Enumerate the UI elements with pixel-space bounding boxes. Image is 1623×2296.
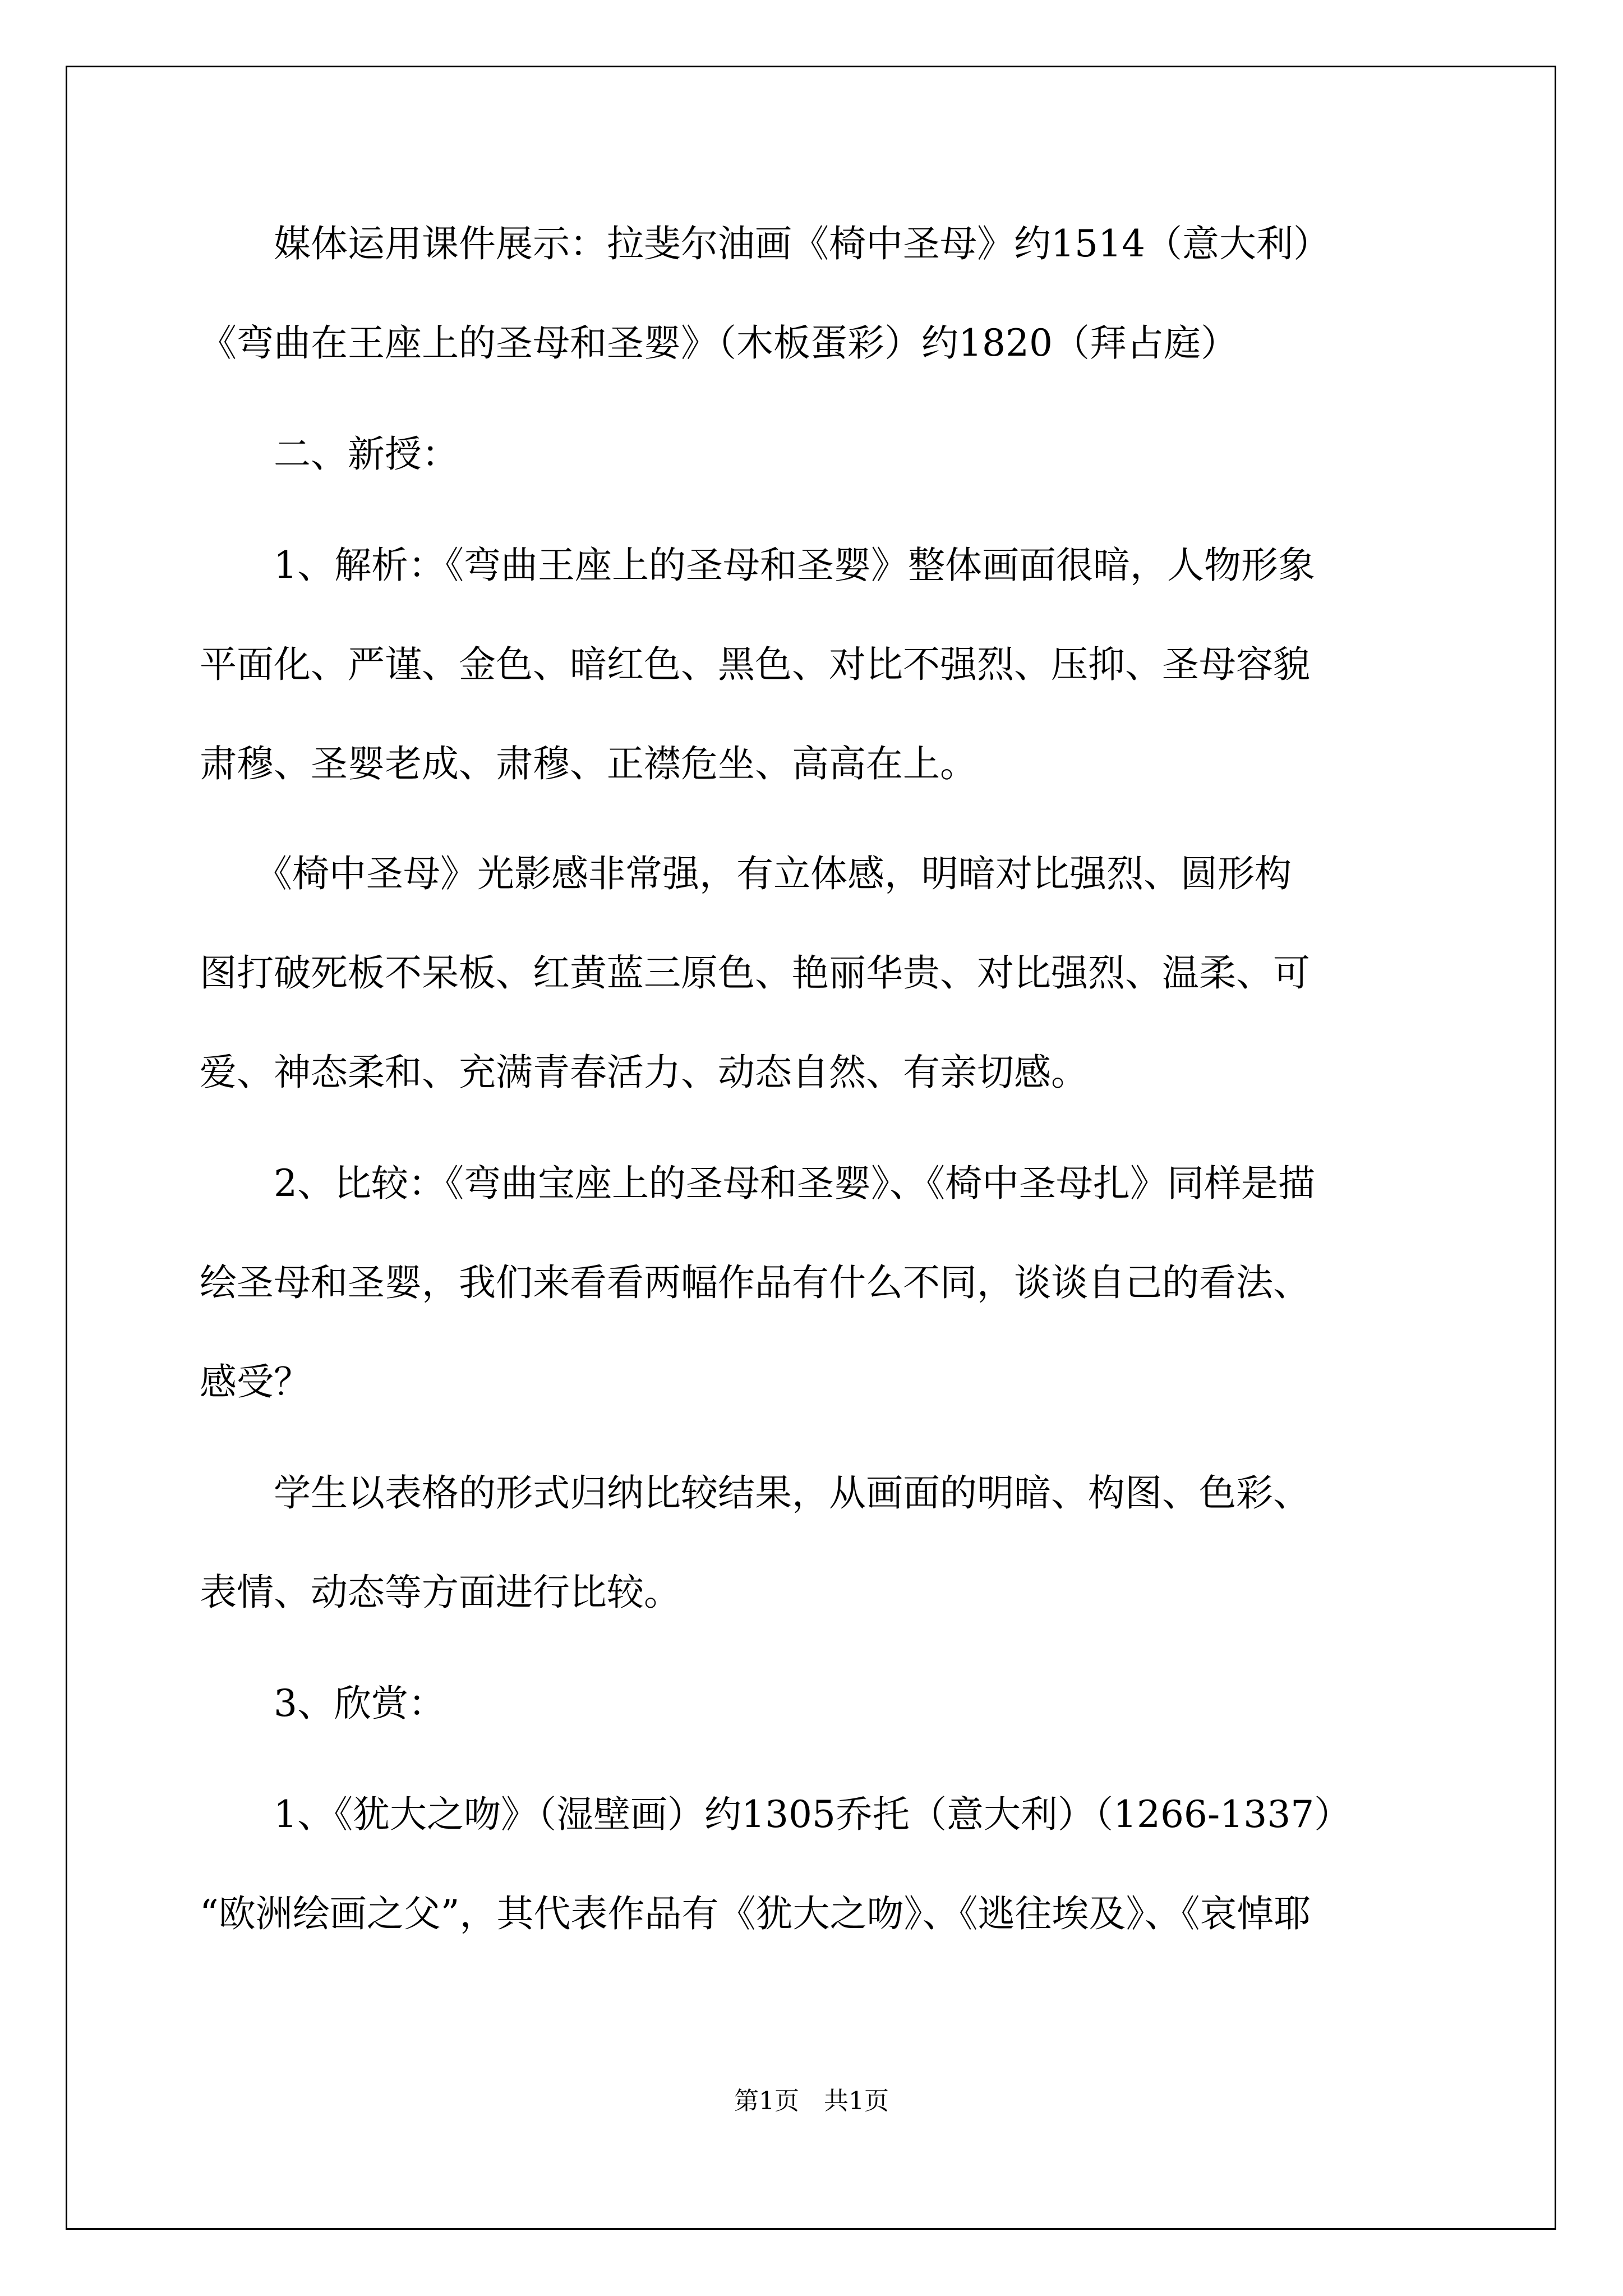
text-line: 爱、神态柔和、充满青春活力、动态自然、有亲切感。 bbox=[200, 1051, 1088, 1094]
text-line: 3、欣赏： bbox=[200, 1682, 445, 1725]
text-line: 2、比较：《弯曲宝座上的圣母和圣婴》、《椅中圣母扎》同样是描 bbox=[200, 1162, 1315, 1205]
page-number-footer: 第1页 共1页 bbox=[734, 2087, 889, 2115]
text-line: 表情、动态等方面进行比较。 bbox=[200, 1571, 681, 1614]
text-line: 二、新授： bbox=[200, 432, 459, 476]
text-line: 《椅中圣母》光影感非常强，有立体感，明暗对比强烈、圆形构 bbox=[200, 852, 1292, 895]
text-line: 感受？ bbox=[200, 1360, 311, 1404]
text-line: 绘圣母和圣婴，我们来看看两幅作品有什么不同，谈谈自己的看法、 bbox=[200, 1261, 1310, 1304]
text-line: 《弯曲在王座上的圣母和圣婴》（木板蛋彩）约1820（拜占庭） bbox=[200, 321, 1238, 365]
text-line: “欧洲绘画之父”，其代表作品有《犹大之吻》、《逃往埃及》、《哀悼耶 bbox=[200, 1892, 1311, 1935]
text-line: 1、解析：《弯曲王座上的圣母和圣婴》整体画面很暗，人物形象 bbox=[200, 544, 1315, 587]
text-line: 图打破死板不呆板、红黄蓝三原色、艳丽华贵、对比强烈、温柔、可 bbox=[200, 951, 1310, 995]
text-line: 1、《犹大之吻》（湿壁画）约1305乔托（意大利）（1266-1337） bbox=[200, 1793, 1352, 1836]
text-line: 学生以表格的形式归纳比较结果，从画面的明暗、构图、色彩、 bbox=[200, 1471, 1310, 1515]
text-line: 肃穆、圣婴老成、肃穆、正襟危坐、高高在上。 bbox=[200, 742, 977, 785]
text-line: 媒体运用课件展示：拉斐尔油画《椅中圣母》约1514（意大利） bbox=[200, 222, 1330, 265]
text-line: 平面化、严谨、金色、暗红色、黑色、对比不强烈、压抑、圣母容貌 bbox=[200, 643, 1310, 686]
